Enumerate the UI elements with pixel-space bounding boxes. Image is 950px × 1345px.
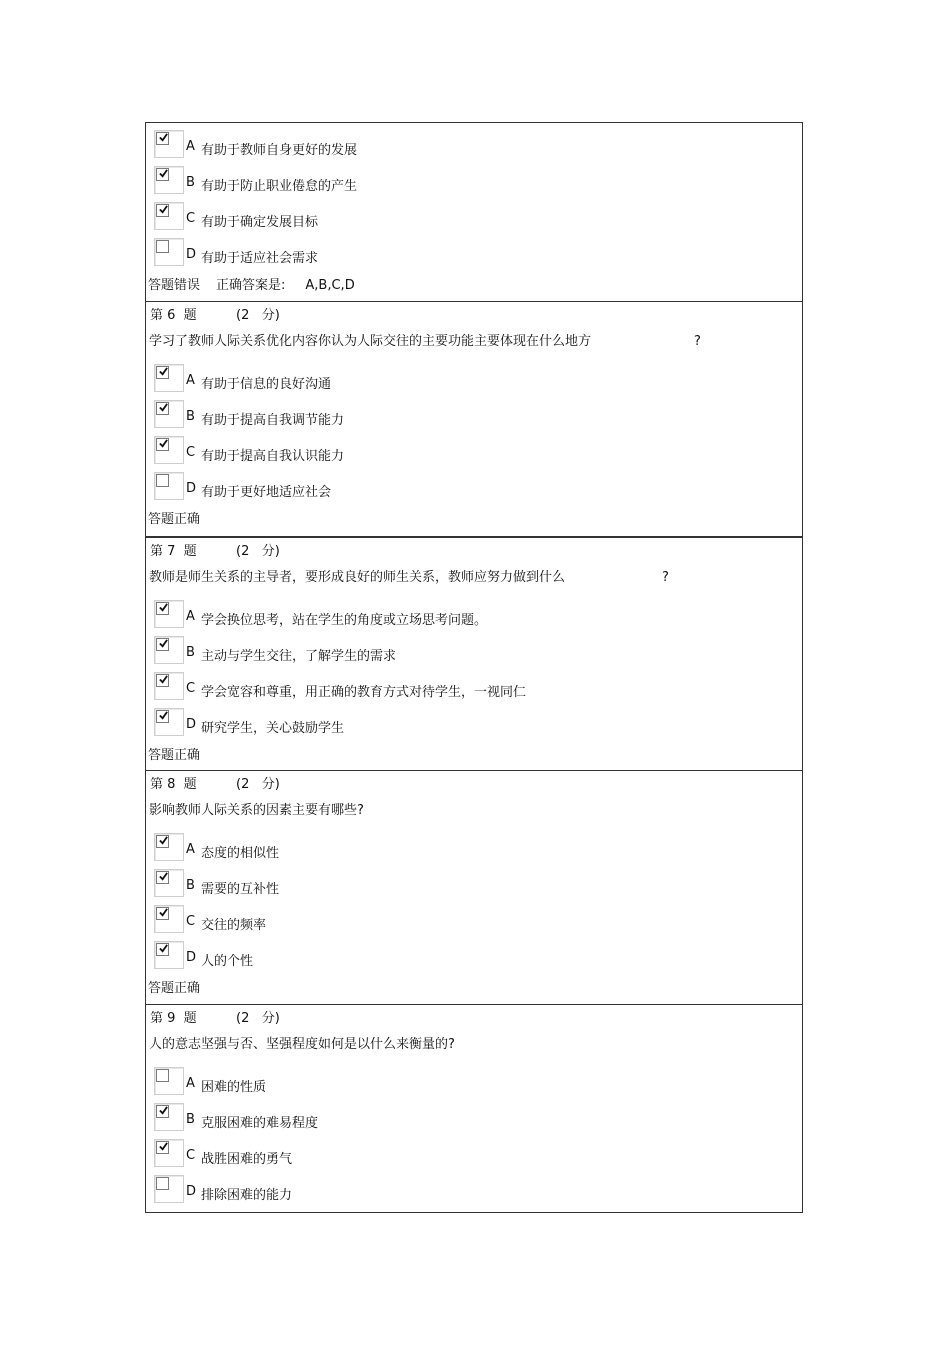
- option-text: 有助于提高自我调节能力: [201, 413, 345, 428]
- option-letter: C: [186, 211, 196, 226]
- checkbox[interactable]: [154, 1175, 184, 1203]
- option-letter: D: [186, 717, 197, 732]
- option-d[interactable]: [146, 705, 802, 741]
- option-text: 人的个性: [201, 954, 254, 969]
- option-letter: D: [186, 950, 197, 965]
- option-text: 战胜困难的勇气: [201, 1152, 293, 1167]
- checkbox[interactable]: [154, 1067, 184, 1095]
- option-letter: B: [186, 878, 195, 893]
- option-d[interactable]: [146, 938, 802, 974]
- option-letter: B: [186, 175, 195, 190]
- checkbox[interactable]: [154, 472, 184, 500]
- result-line: [146, 271, 802, 301]
- option-text: 学会宽容和尊重，用正确的教育方式对待学生，一视同仁: [201, 685, 527, 700]
- check-icon: [159, 872, 168, 881]
- option-letter: C: [186, 681, 196, 696]
- option-text: 困难的性质: [201, 1080, 267, 1095]
- question-header: [146, 538, 802, 565]
- option-d[interactable]: [146, 469, 802, 505]
- question-section-5: [146, 123, 802, 301]
- result-status: 答题正确: [148, 748, 201, 763]
- checkbox[interactable]: [154, 708, 184, 736]
- option-text: 有助于适应社会需求: [201, 251, 319, 266]
- question-body: 人的意志坚强与否、坚强程度如何是以什么来衡量的?: [149, 1037, 455, 1052]
- question-score: (2 分): [236, 1011, 280, 1026]
- option-text: 需要的互补性: [201, 882, 280, 897]
- check-icon: [159, 403, 168, 412]
- option-letter: C: [186, 1148, 196, 1163]
- question-score: (2 分): [236, 777, 280, 792]
- check-icon: [159, 675, 168, 684]
- option-a[interactable]: [146, 361, 802, 397]
- check-icon: [159, 639, 168, 648]
- check-icon: [159, 944, 168, 953]
- option-a[interactable]: [146, 1064, 802, 1100]
- options-list: [146, 1058, 802, 1208]
- option-text: 有助于更好地适应社会: [201, 485, 332, 500]
- checkbox[interactable]: [154, 672, 184, 700]
- checkbox[interactable]: [154, 400, 184, 428]
- option-b[interactable]: [146, 397, 802, 433]
- question-text: [146, 565, 802, 591]
- result-status: 答题正确: [148, 981, 201, 996]
- option-d[interactable]: [146, 1172, 802, 1208]
- check-icon: [159, 1106, 168, 1115]
- question-mark: ?: [694, 334, 701, 349]
- option-letter: D: [186, 247, 197, 262]
- option-letter: A: [186, 842, 195, 857]
- option-text: 学会换位思考，站在学生的角度或立场思考问题。: [201, 613, 488, 628]
- check-icon: [159, 439, 168, 448]
- check-icon: [159, 169, 168, 178]
- option-letter: D: [186, 1184, 197, 1199]
- check-icon: [159, 133, 168, 142]
- checkbox[interactable]: [154, 364, 184, 392]
- option-c[interactable]: [146, 1136, 802, 1172]
- option-letter: A: [186, 373, 195, 388]
- option-letter: B: [186, 645, 195, 660]
- checkbox[interactable]: [154, 166, 184, 194]
- option-text: 克服困难的难易程度: [201, 1116, 319, 1131]
- option-b[interactable]: [146, 866, 802, 902]
- result-line: [146, 505, 802, 535]
- option-text: 有助于确定发展目标: [201, 215, 319, 230]
- question-section-6: [146, 301, 802, 536]
- options-list: [146, 591, 802, 741]
- option-text: 有助于提高自我认识能力: [201, 449, 345, 464]
- checkbox[interactable]: [154, 869, 184, 897]
- option-letter: B: [186, 409, 195, 424]
- option-a[interactable]: [146, 127, 802, 163]
- answer-label: 正确答案是:: [216, 278, 286, 293]
- result-status: 答题正确: [148, 512, 201, 527]
- check-icon: [159, 367, 168, 376]
- question-section-8: [146, 770, 802, 1004]
- checkbox[interactable]: [154, 1103, 184, 1131]
- checkbox[interactable]: [154, 436, 184, 464]
- checkbox[interactable]: [154, 130, 184, 158]
- option-text: 有助于防止职业倦怠的产生: [201, 179, 358, 194]
- checkbox[interactable]: [154, 636, 184, 664]
- options-list: [146, 123, 802, 271]
- options-list: [146, 824, 802, 974]
- question-text: [146, 329, 802, 355]
- option-text: 研究学生，关心鼓励学生: [201, 721, 345, 736]
- question-header: [146, 302, 802, 329]
- option-letter: A: [186, 139, 195, 154]
- quiz-frame: [145, 122, 803, 1213]
- option-letter: C: [186, 445, 196, 460]
- question-mark: ?: [662, 570, 669, 585]
- option-a[interactable]: [146, 597, 802, 633]
- option-text: 态度的相似性: [201, 846, 280, 861]
- option-text: 有助于教师自身更好的发展: [201, 143, 358, 158]
- checkbox[interactable]: [154, 202, 184, 230]
- question-body: 教师是师生关系的主导者，要形成良好的师生关系，教师应努力做到什么: [149, 570, 566, 585]
- check-icon: [159, 603, 168, 612]
- question-score: (2 分): [236, 308, 280, 323]
- check-icon: [159, 205, 168, 214]
- option-text: 交往的频率: [201, 918, 267, 933]
- option-text: 主动与学生交往，了解学生的需求: [201, 649, 397, 664]
- checkbox[interactable]: [154, 1139, 184, 1167]
- option-letter: D: [186, 481, 197, 496]
- question-body: 影响教师人际关系的因素主要有哪些?: [149, 803, 364, 818]
- question-number: 第 6 题: [150, 308, 197, 323]
- option-c[interactable]: [146, 433, 802, 469]
- check-icon: [159, 908, 168, 917]
- check-icon: [159, 711, 168, 720]
- option-c[interactable]: [146, 669, 802, 705]
- result-status: 答题错误: [148, 278, 201, 293]
- option-letter: A: [186, 609, 195, 624]
- option-text: 排除困难的能力: [201, 1188, 293, 1203]
- checkbox[interactable]: [154, 238, 184, 266]
- check-icon: [159, 1142, 168, 1151]
- option-b[interactable]: [146, 1100, 802, 1136]
- question-header: [146, 1005, 802, 1032]
- option-c[interactable]: [146, 902, 802, 938]
- question-number: 第 9 题: [150, 1011, 197, 1026]
- question-body: 学习了教师人际关系优化内容你认为人际交往的主要功能主要体现在什么地方: [149, 334, 592, 349]
- check-icon: [159, 836, 168, 845]
- option-b[interactable]: [146, 163, 802, 199]
- question-text: [146, 798, 802, 824]
- options-list: [146, 355, 802, 505]
- question-section-9: [146, 1004, 802, 1212]
- option-b[interactable]: [146, 633, 802, 669]
- option-a[interactable]: [146, 830, 802, 866]
- option-letter: B: [186, 1112, 195, 1127]
- option-c[interactable]: [146, 199, 802, 235]
- option-d[interactable]: [146, 235, 802, 271]
- question-number: 第 7 题: [150, 544, 197, 559]
- question-text: [146, 1032, 802, 1058]
- question-header: [146, 771, 802, 798]
- answer-value: A,B,C,D: [305, 278, 355, 293]
- checkbox[interactable]: [154, 600, 184, 628]
- checkbox[interactable]: [154, 905, 184, 933]
- result-line: [146, 974, 802, 1004]
- checkbox[interactable]: [154, 833, 184, 861]
- question-number: 第 8 题: [150, 777, 197, 792]
- checkbox[interactable]: [154, 941, 184, 969]
- option-letter: C: [186, 914, 196, 929]
- option-letter: A: [186, 1076, 195, 1091]
- result-line: [146, 741, 802, 771]
- question-score: (2 分): [236, 544, 280, 559]
- option-text: 有助于信息的良好沟通: [201, 377, 332, 392]
- question-section-7: [146, 536, 802, 770]
